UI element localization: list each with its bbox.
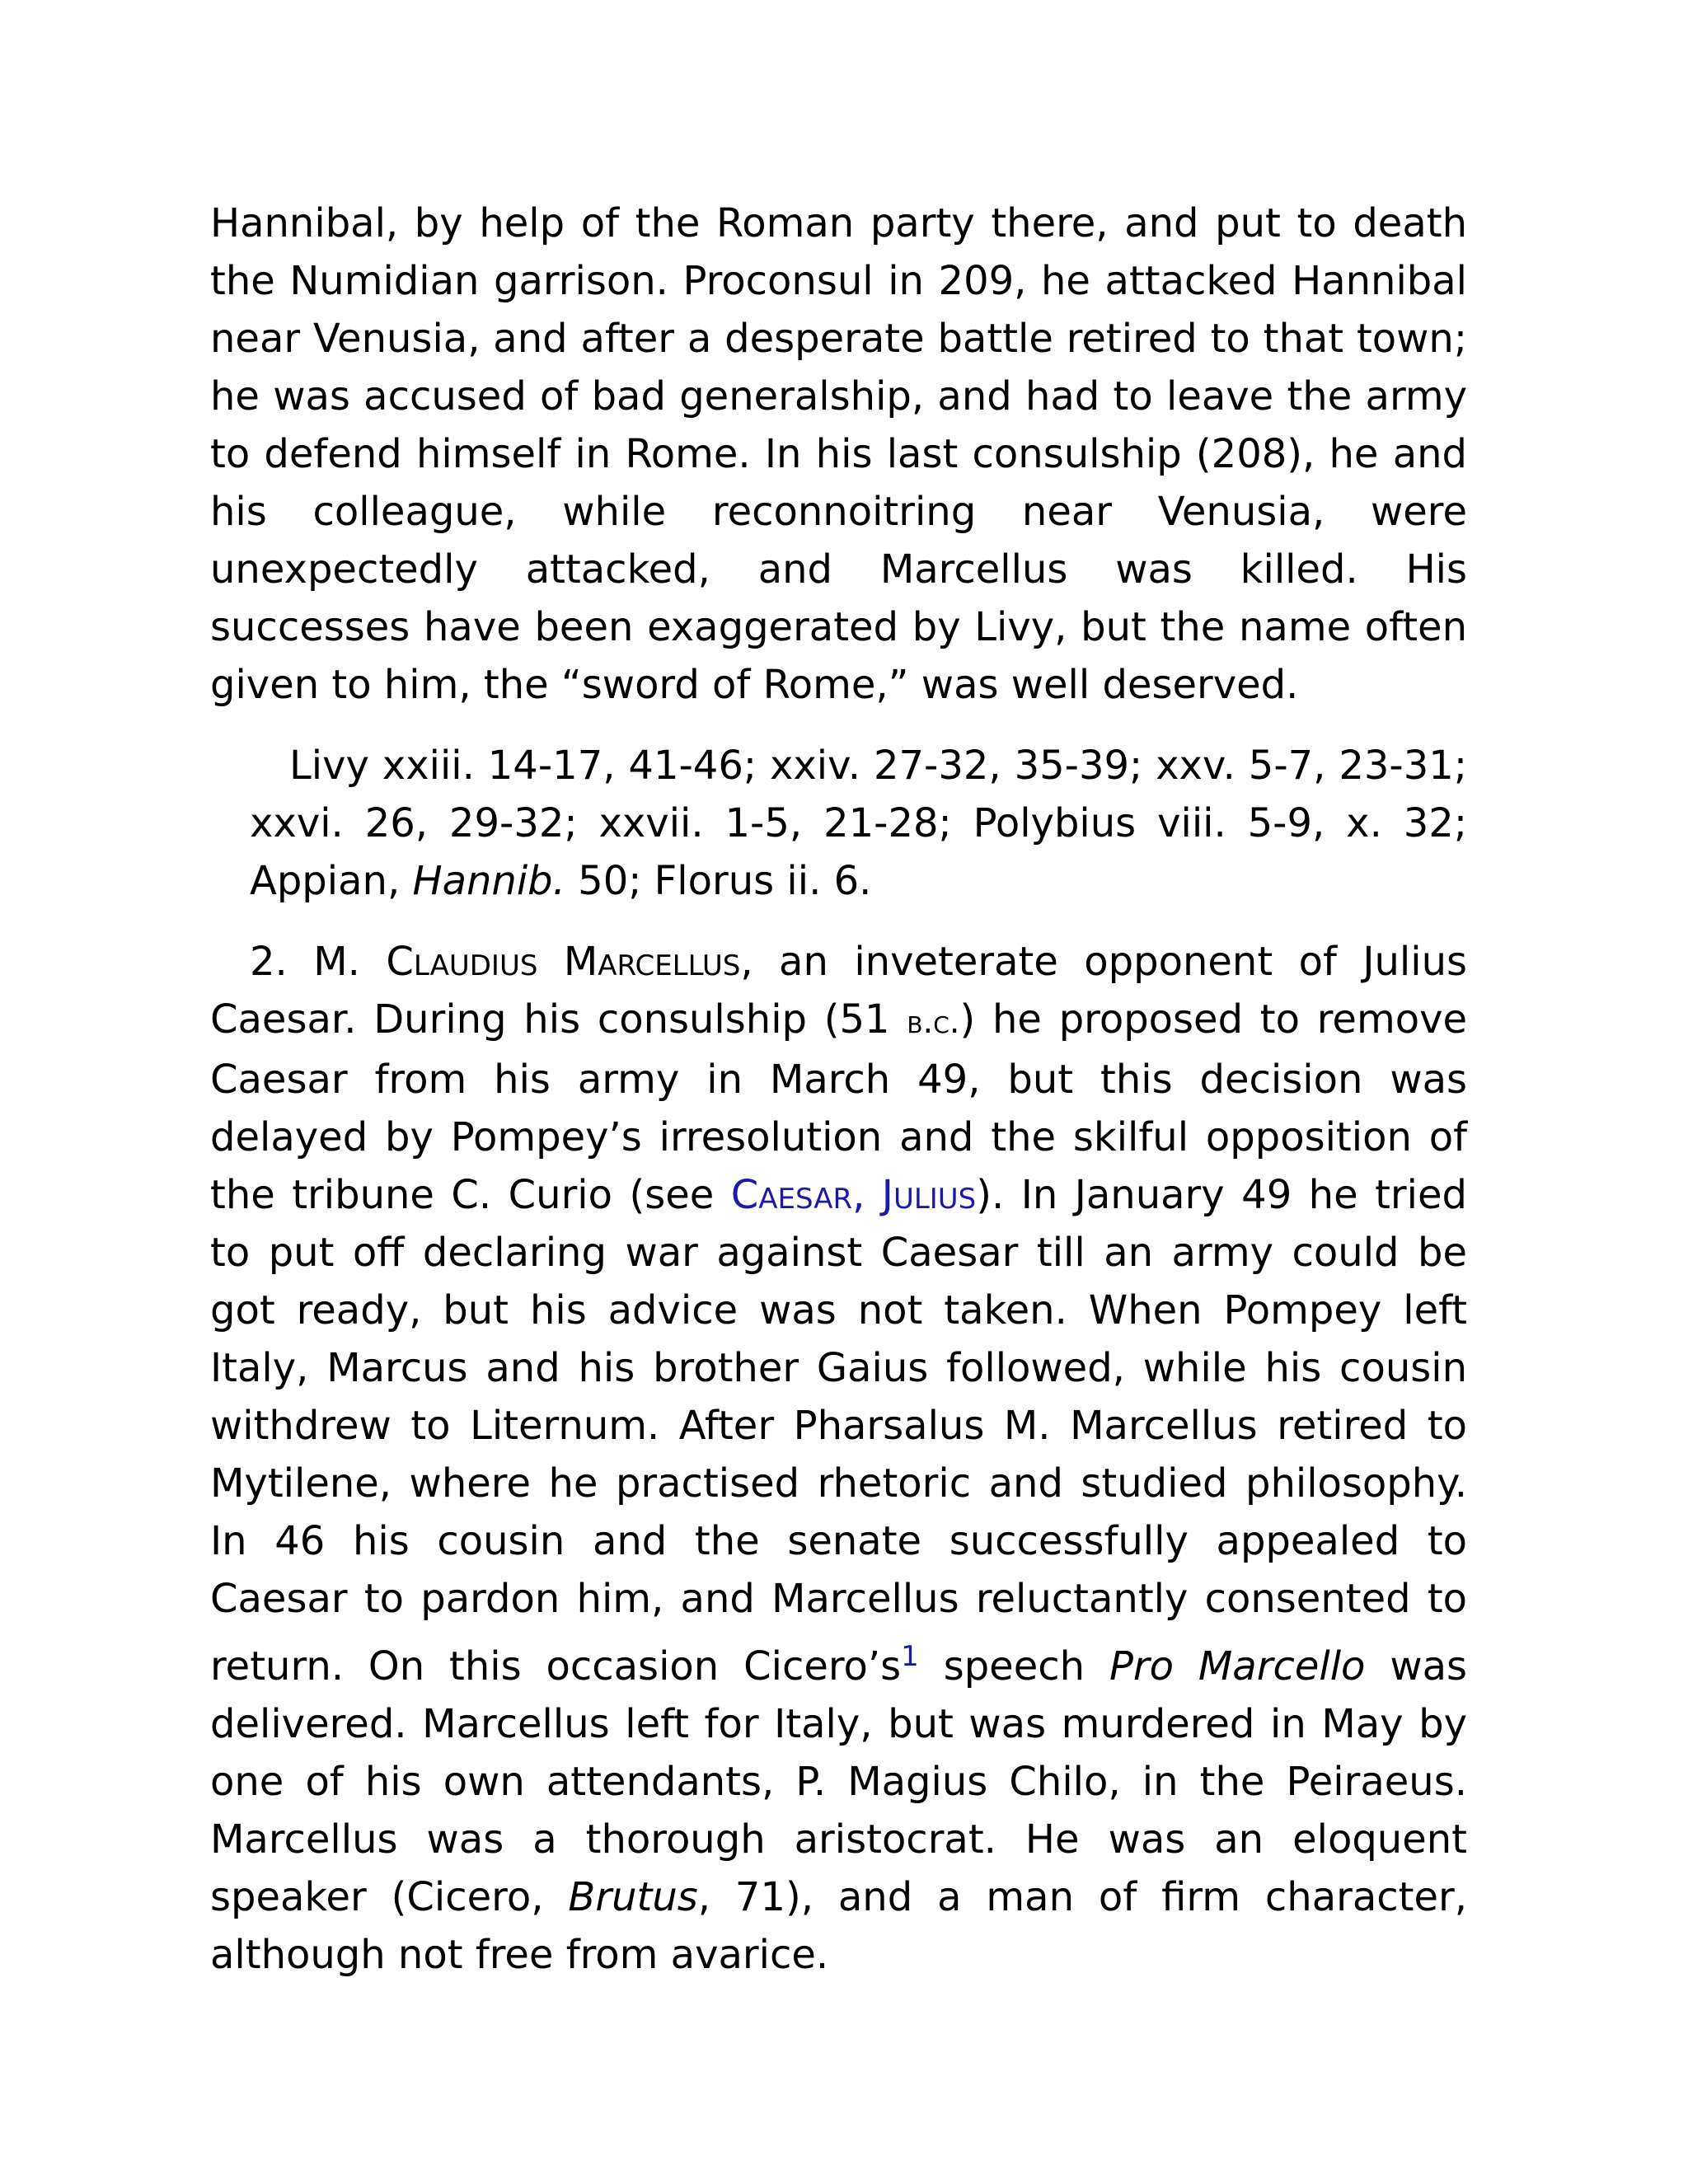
paragraph-text-a: , an inveterate opponent of Julius Caesar. During his consulship (51 [210,939,1467,1043]
paragraph-text-f: , 71), and a man of firm character, although not free from avarice. [210,1874,1468,1978]
references-text: Livy xxiii. 14-17, 41-46; xxiv. 27-32, 35-39; xxv. 5-7, 23-31; xxvi. 26, 29-32; xxvii. 1-5, 21-28; Polybius viii. 5-9, x. 32; Appian, [250,743,1467,904]
entry-headword: Claudius Marcellus [386,939,741,985]
footnote-link[interactable]: 1 [901,1640,919,1673]
references-text-end: 50; Florus ii. 6. [565,858,872,904]
references-italic-hannib: Hannib. [412,858,565,904]
paragraph-marcellus-first [210,194,1467,714]
paragraph-text-c: ). In January 49 he tried to put off declaring war against Caesar till an army could be got ready, but his advice was not taken. When Pompey left Italy, Marcus and his brother Gaius followed, while his cousin withdrew to Liternum. After Pharsalus M. Marcellus retired to Mytilene, where he practised rhetoric and studied philosophy. In 46 his cousin and the senate successfully appealed to Caesar to pardon him, and Marcellus reluctantly consented to return. On this occasion Cicero’s [210,1172,1467,1690]
italic-brutus: Brutus [568,1874,698,1920]
entry-number: 2. M. [250,939,387,985]
references-block [250,737,1467,910]
paragraph-marcellus-second [210,933,1467,1984]
paragraph-text-e: was delivered. Marcellus left for Italy, but was murdered in May by one of his own attendants, P. Magius Chilo, in the Peiraeus. Marcellus was a thorough aristocrat. He was an eloquent speaker (Cicero, [210,1643,1467,1920]
article-body [210,194,1467,1984]
paragraph-text-b: ) he proposed to remove Caesar from his army in March 49, but this decision was delayed by Pompey’s irresolution and the skilful opposition of the tribune C. Curio (see [210,996,1468,1218]
era-abbreviation: b.c. [907,1003,960,1041]
paragraph-text: Hannibal, by help of the Roman party there, and put to death the Numidian garrison. Proconsul in 209, he attacked Hannibal near Venusia, and after a desperate battle retired to that town; he was accused of bad generalship, and had to leave the army to defend himself in Rome. In his last consulship (208), he and his colleague, while reconnoitring near Venusia, were unexpectedly attacked, and Marcellus was killed. His successes have been exaggerated by Livy, but the name often given to him, the “sword of Rome,” was well deserved. [210,200,1467,708]
cross-reference-link[interactable]: Caesar, Julius [730,1172,977,1218]
italic-pro-marcello: Pro Marcello [1109,1643,1366,1690]
paragraph-text-d: speech [918,1643,1109,1690]
